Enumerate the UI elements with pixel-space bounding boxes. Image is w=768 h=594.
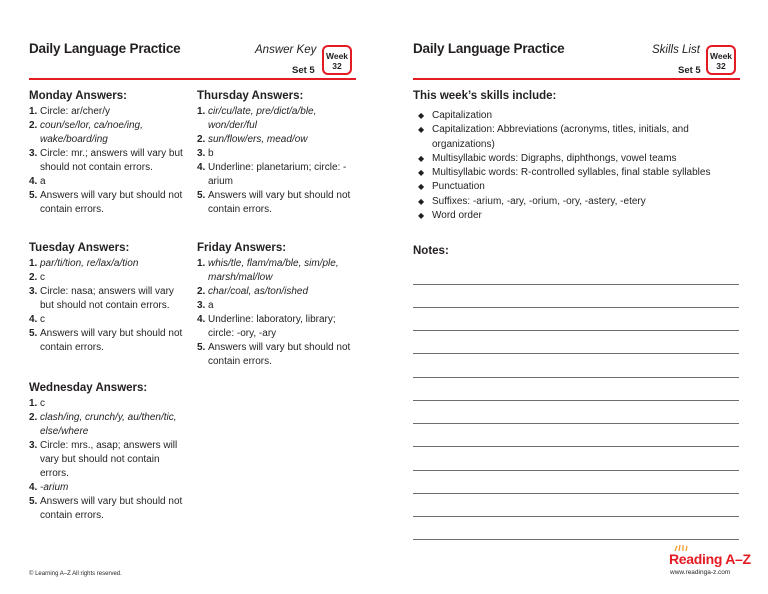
note-line [413, 377, 739, 378]
answer-item: 5. Answers will vary but should not contain errors. [197, 190, 351, 215]
left-week-badge [322, 45, 352, 75]
answer-item: 3. b [197, 148, 214, 159]
answer-item: 4. a [29, 176, 46, 187]
left-set-label: Set 5 [292, 65, 315, 76]
thursday-section [197, 90, 357, 217]
answer-item: 2. char/coal, as/ton/ished [197, 286, 309, 297]
answer-item: 4. c [29, 314, 45, 325]
left-page-title: Daily Language Practice [29, 41, 181, 56]
skill-item: ◆ Multisyllabic words: R-controlled syllables, final stable syllables [418, 166, 718, 180]
note-line [413, 284, 739, 285]
diamond-bullet-icon: ◆ [418, 125, 425, 135]
wednesday-heading: Wednesday Answers: [29, 382, 148, 394]
answer-item: 2. coun/se/lor, ca/noe/ing, wake/board/ing [29, 120, 143, 145]
skills-list [418, 109, 718, 223]
answer-item: 2. sun/flow/ers, mead/ow [197, 134, 308, 145]
answer-item: 3. a [197, 300, 214, 311]
monday-heading: Monday Answers: [29, 90, 127, 102]
tuesday-section [29, 242, 187, 355]
answer-item: 1. Circle: ar/cher/y [29, 106, 111, 117]
skill-item: ◆ Capitalization [418, 109, 718, 123]
answer-item: 5. Answers will vary but should not contain errors. [197, 342, 351, 367]
note-line [413, 423, 739, 424]
note-line [413, 470, 739, 471]
right-set-label: Set 5 [678, 65, 701, 76]
skill-item: ◆ Word order [418, 209, 718, 223]
left-header-rule [29, 78, 356, 80]
tuesday-heading: Tuesday Answers: [29, 242, 130, 254]
answer-item: 1. par/ti/tion, re/lax/a/tion [29, 258, 139, 269]
diamond-bullet-icon: ◆ [418, 182, 425, 192]
monday-section [29, 90, 187, 217]
answer-item: 4. Underline: laboratory, library; circle: -ory, -ary [197, 314, 336, 339]
answer-item: 4. Underline: planetarium; circle: -arium [197, 162, 347, 187]
note-line [413, 493, 739, 494]
week-number: 32 [716, 61, 726, 71]
note-line [413, 307, 739, 308]
note-line [413, 400, 739, 401]
website-url: www.readinga-z.com [670, 569, 731, 576]
skill-item: ◆ Capitalization: Abbreviations (acronyms, titles, initials, and organizations) [418, 123, 718, 152]
skill-item: ◆ Punctuation [418, 180, 718, 194]
week-label: Week [325, 51, 349, 61]
note-line [413, 353, 739, 354]
skill-item: ◆ Multisyllabic words: Digraphs, diphthongs, vowel teams [418, 152, 718, 166]
skills-heading: This week’s skills include: [413, 90, 557, 102]
answer-item: 5. Answers will vary but should not contain errors. [29, 328, 183, 353]
right-header-rule [413, 78, 740, 80]
note-line [413, 446, 739, 447]
answer-item: 1. whis/tle, flam/ma/ble, sim/ple, marsh/mal/low [197, 258, 339, 283]
copyright-footer: © Learning A–Z All rights reserved. [29, 571, 122, 577]
diamond-bullet-icon: ◆ [418, 153, 425, 163]
right-week-badge [706, 45, 736, 75]
note-line [413, 516, 739, 517]
answer-item: 3. Circle: nasa; answers will vary but should not contain errors. [29, 286, 174, 311]
answer-item: 1. cir/cu/late, pre/dict/a/ble, won/der/ful [197, 106, 317, 131]
note-line [413, 539, 739, 540]
thursday-heading: Thursday Answers: [197, 90, 304, 102]
logo-text: Reading A–Z [669, 551, 751, 567]
notes-heading: Notes: [413, 245, 449, 257]
answer-item: 2. c [29, 272, 45, 283]
answer-item: 4. -arium [29, 482, 69, 493]
week-number: 32 [332, 61, 342, 71]
diamond-bullet-icon: ◆ [418, 196, 425, 206]
diamond-bullet-icon: ◆ [418, 168, 425, 178]
friday-heading: Friday Answers: [197, 242, 287, 254]
wednesday-section [29, 382, 187, 523]
diamond-bullet-icon: ◆ [418, 111, 425, 120]
answer-item: 2. clash/ing, crunch/y, au/then/tic, else/where [29, 412, 177, 437]
skill-item: ◆ Suffixes: -arium, -ary, -orium, -ory, -astery, -etery [418, 195, 718, 209]
answer-item: 3. Circle: mr.; answers will vary but should not contain errors. [29, 148, 183, 173]
right-page-title: Daily Language Practice [413, 41, 565, 56]
friday-section [197, 242, 357, 369]
answer-item: 3. Circle: mrs., asap; answers will vary but should not contain errors. [29, 440, 178, 479]
left-page-subtitle: Answer Key [255, 44, 317, 56]
week-label: Week [709, 51, 733, 61]
answer-item: 1. c [29, 398, 45, 409]
right-page-subtitle: Skills List [652, 44, 700, 56]
diamond-bullet-icon: ◆ [418, 211, 425, 221]
note-line [413, 330, 739, 331]
answer-item: 5. Answers will vary but should not contain errors. [29, 496, 183, 521]
answer-item: 5. Answers will vary but should not contain errors. [29, 190, 183, 215]
